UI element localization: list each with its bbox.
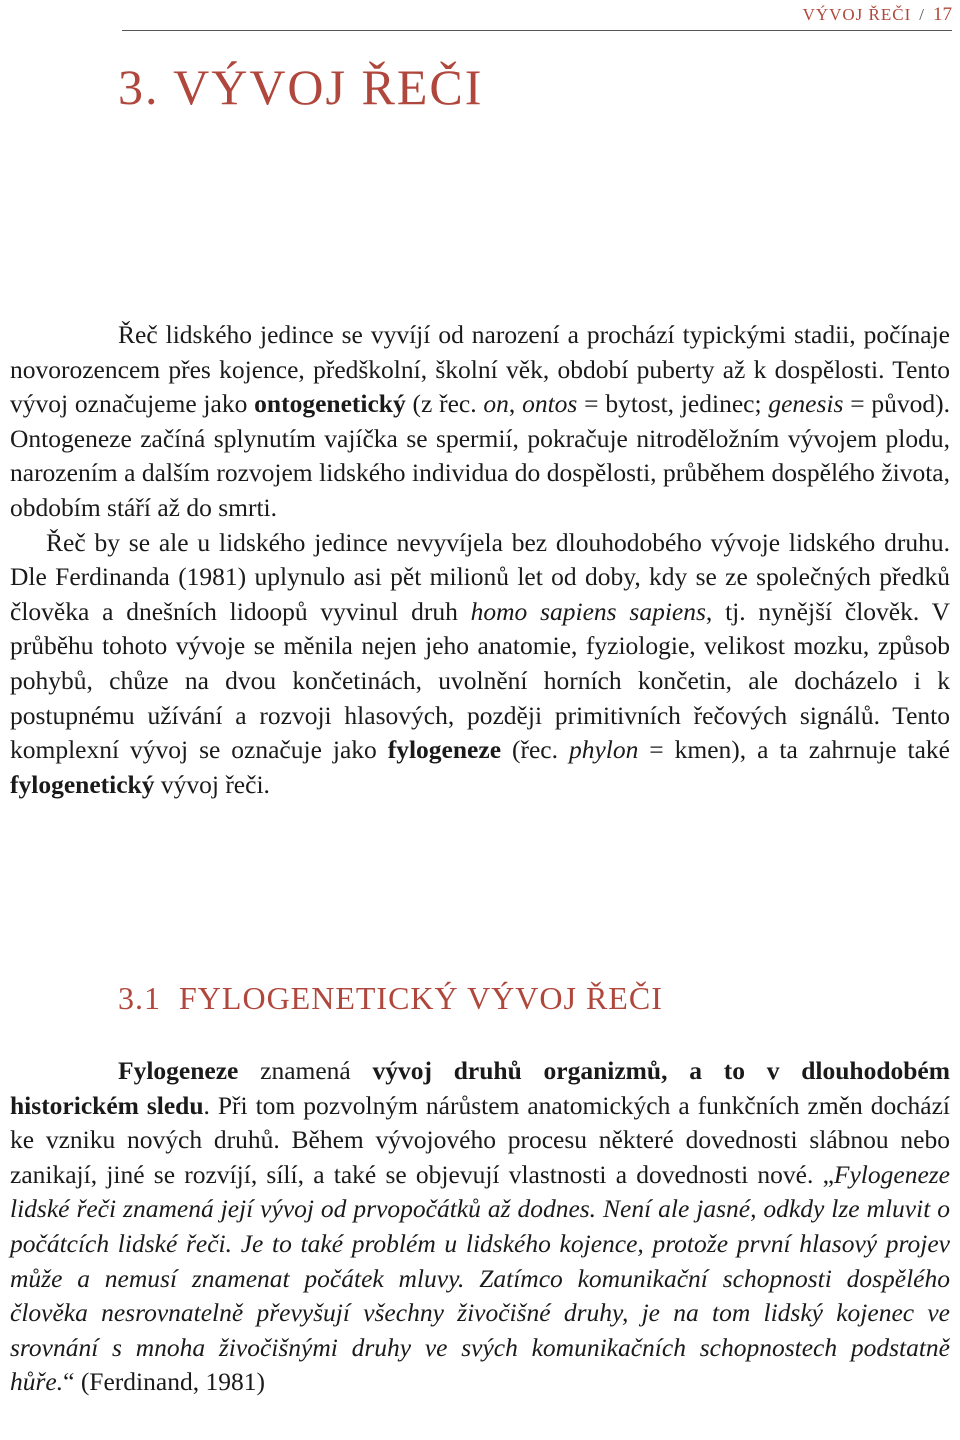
paragraph-phylogeny: Řeč by se ale u lidského jedince nevyvíjela bez dlouhodobého vývoje lidského druhu. Dle Ferdinanda (1981) uplynulo asi pět milionů let od doby, kdy se ze společných předků člověka a dnešních lidoopů vyvinul druh homo sapiens sapiens, tj. nynější člověk. V průběhu tohoto vývoje se měnila nejen jeho anatomie, fyziologie, velikost mozku, způsob pohybů, chůze na dvou končetinách, uvolnění horních končetin, ale docházelo i k postupnému užívání a rozvoji hlasových, později primitivních řečových signálů. Tento komplexní vývoj se označuje jako fylogeneze (řec. phylon = kmen), a ta zahrnuje také fylogenetický vývoj řeči. [10,527,950,799]
ferdinand-quote: Fylogeneze lidské řeči znamená její vývoj od prvopočátků až dodnes. Není ale jasné, odkdy lze mluvit o počátcích lidské řeči. Je to také problém u lidského kojence, protože první hlasový projev může a nemusí znamenat počátek mluvy. Zatímco komunikační schopnosti dospělého člověka nesrovnatelně převyšují všechny živočišné druhy, je na tom lidský kojenec ve srovnání s mnoha živočišnými druhy ve svých komunikačních schopnostech podstatně hůře. [10,1159,950,1397]
term-ontogeneticky: ontogenetický [254,389,406,419]
paragraph-fylogeneze-definition: Fylogeneze znamená vývoj druhů organizmů, a to v dlouhodobém historickém sledu. Při tom pozvolným nárůstem anatomických a funkčních změn dochází ke vzniku nových druhů. Během vývojového procesu některé dovednosti slábnou nebo zanikají, jiné se rozvíjí, sílí, a také se objevují vlastnosti a dovednosti nové. „Fylogeneze lidské řeči znamená její vývoj od prvopočátků až dodnes. Není ale jasné, odkdy lze mluvit o počátcích lidské řeči. Je to také problém u lidského kojence, protože první hlasový projev může a nemusí znamenat počátek mluvy. Zatímco komunikační schopnosti dospělého člověka nesrovnatelně převyšují všechny živočišné druhy, je na tom lidský kojenec ve srovnání s mnoha živočišnými druhy ve svých komunikačních schopnostech podstatně hůře.“ (Ferdinand, 1981) [10,1056,950,1397]
running-head [803,4,952,26]
paragraph-ontogeny: Řeč lidského jedince se vyvíjí od narození a prochází typickými stadii, počínaje novorozencem přes kojence, předškolní, školní věk, období puberty až k dospělosti. Tento vývoj označujeme jako ontogenetický (z řec. on, ontos = bytost, jedinec; genesis = původ). Ontogeneze začíná splynutím vajíčka se spermií, pokračuje nitroděložním vývojem plodu, narozením a dalším rozvojem lidského individua do dospělosti, průběhem dospělého života, obdobím stáří až do smrti. [10,320,951,522]
term-fylogeneticky: fylogenetický [10,769,155,799]
chapter-title: 3. VÝVOJ ŘEČI [118,59,484,115]
section-text [10,1054,950,1400]
running-head-title: VÝVOJ ŘEČI [802,5,912,24]
header-rule [122,30,952,31]
intro-text [10,318,950,802]
running-head-separator: / [919,5,925,24]
section-number: 3.1 [118,980,161,1016]
page-number: 17 [933,4,952,25]
section-title [118,980,663,1017]
section-title-text: FYLOGENETICKÝ VÝVOJ ŘEČI [179,980,663,1016]
term-fylogeneze: fylogeneze [387,735,502,765]
